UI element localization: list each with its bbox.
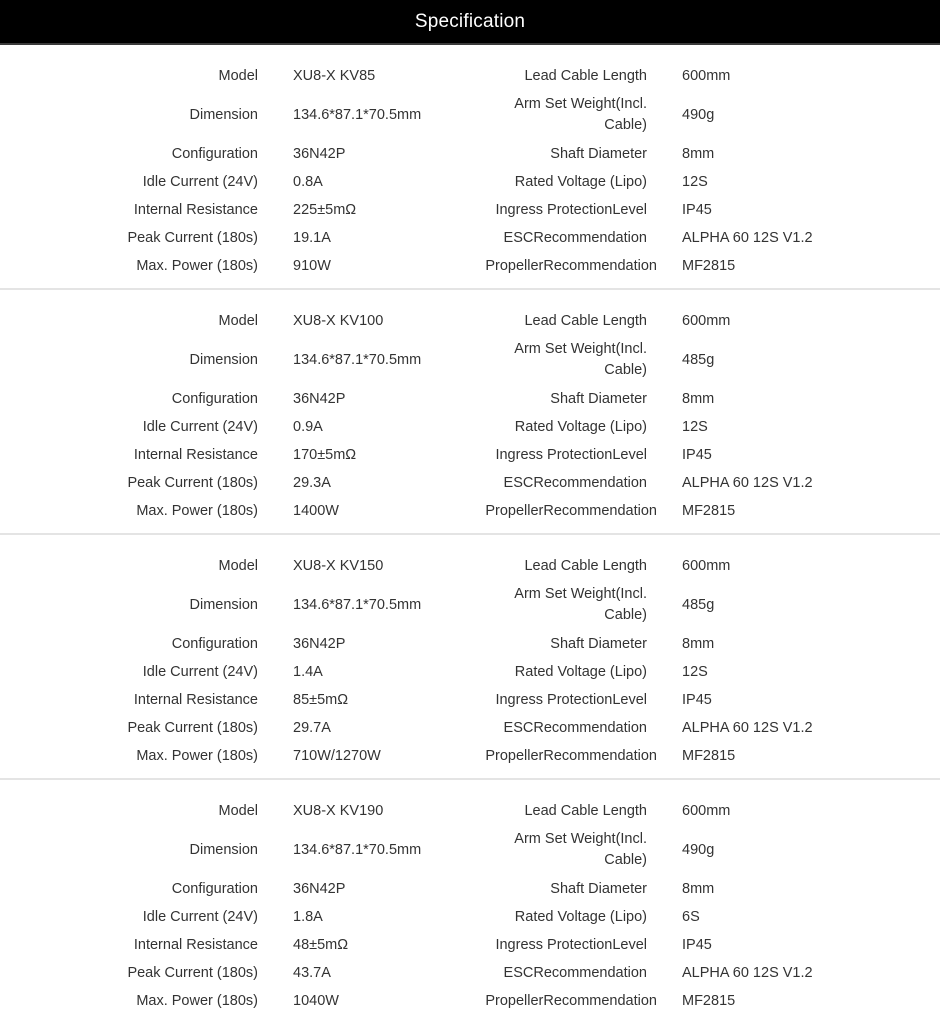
model-spec-section bbox=[0, 780, 940, 1023]
spec-row bbox=[0, 335, 940, 385]
label-dimension: Dimension bbox=[189, 106, 258, 123]
value-esc-recommendation: ALPHA 60 12S V1.2 bbox=[682, 719, 813, 736]
label-shaft-diameter: Shaft Diameter bbox=[550, 635, 647, 652]
label-lead-cable-length: Lead Cable Length bbox=[524, 802, 647, 819]
label-peak-current: Peak Current (180s) bbox=[127, 964, 258, 981]
value-rated-voltage: 12S bbox=[682, 663, 708, 680]
spec-row bbox=[0, 630, 940, 658]
spec-row bbox=[0, 224, 940, 252]
value-ingress-protection: IP45 bbox=[682, 691, 712, 708]
spec-row bbox=[0, 552, 940, 580]
spec-row bbox=[0, 413, 940, 441]
label-rated-voltage: Rated Voltage (Lipo) bbox=[514, 173, 647, 190]
label-dimension: Dimension bbox=[189, 841, 258, 858]
value-ingress-protection: IP45 bbox=[682, 446, 712, 463]
value-shaft-diameter: 8mm bbox=[682, 145, 715, 162]
label-internal-resistance: Internal Resistance bbox=[133, 936, 258, 953]
spec-table bbox=[0, 552, 940, 770]
page-title: Specification bbox=[414, 10, 526, 32]
value-propeller-recommendation: MF2815 bbox=[682, 257, 736, 274]
value-internal-resistance: 225±5mΩ bbox=[293, 201, 357, 218]
label-configuration: Configuration bbox=[171, 880, 258, 897]
label-shaft-diameter: Shaft Diameter bbox=[550, 880, 647, 897]
model-spec-section bbox=[0, 45, 940, 290]
value-lead-cable-length: 600mm bbox=[682, 557, 731, 574]
value-max-power: 710W/1270W bbox=[293, 747, 381, 764]
label-max-power: Max. Power (180s) bbox=[136, 502, 258, 519]
spec-row bbox=[0, 987, 940, 1015]
label-shaft-diameter: Shaft Diameter bbox=[550, 145, 647, 162]
value-max-power: 1040W bbox=[293, 992, 339, 1009]
value-rated-voltage: 12S bbox=[682, 173, 708, 190]
value-esc-recommendation: ALPHA 60 12S V1.2 bbox=[682, 964, 813, 981]
value-propeller-recommendation: MF2815 bbox=[682, 747, 736, 764]
label-internal-resistance: Internal Resistance bbox=[133, 201, 258, 218]
spec-row bbox=[0, 903, 940, 931]
spec-row bbox=[0, 658, 940, 686]
label-rated-voltage: Rated Voltage (Lipo) bbox=[514, 418, 647, 435]
label-dimension: Dimension bbox=[189, 351, 258, 368]
spec-table bbox=[0, 62, 940, 280]
spec-table bbox=[0, 797, 940, 1015]
value-esc-recommendation: ALPHA 60 12S V1.2 bbox=[682, 229, 813, 246]
value-lead-cable-length: 600mm bbox=[682, 312, 731, 329]
spec-row bbox=[0, 714, 940, 742]
label-arm-set-weight: Arm Set Weight(Incl. Cable) bbox=[514, 831, 647, 868]
label-configuration: Configuration bbox=[171, 635, 258, 652]
spec-row bbox=[0, 62, 940, 90]
label-ingress-protection: Ingress ProtectionLevel bbox=[495, 691, 647, 708]
spec-row bbox=[0, 90, 940, 140]
value-configuration: 36N42P bbox=[293, 390, 346, 407]
spec-row bbox=[0, 875, 940, 903]
value-rated-voltage: 6S bbox=[682, 908, 700, 925]
value-arm-set-weight: 485g bbox=[682, 596, 715, 613]
value-ingress-protection: IP45 bbox=[682, 936, 712, 953]
value-model: XU8-X KV85 bbox=[293, 67, 376, 84]
spec-sections bbox=[0, 45, 940, 1023]
value-idle-current: 0.9A bbox=[293, 418, 323, 435]
label-ingress-protection: Ingress ProtectionLevel bbox=[495, 446, 647, 463]
value-arm-set-weight: 485g bbox=[682, 351, 715, 368]
spec-row bbox=[0, 252, 940, 280]
spec-header bbox=[0, 0, 940, 45]
label-arm-set-weight: Arm Set Weight(Incl. Cable) bbox=[514, 341, 647, 378]
value-idle-current: 0.8A bbox=[293, 173, 323, 190]
spec-table bbox=[0, 307, 940, 525]
label-esc-recommendation: ESCRecommendation bbox=[503, 964, 647, 981]
value-idle-current: 1.8A bbox=[293, 908, 323, 925]
label-arm-set-weight: Arm Set Weight(Incl. Cable) bbox=[514, 586, 647, 623]
value-propeller-recommendation: MF2815 bbox=[682, 992, 736, 1009]
value-peak-current: 19.1A bbox=[293, 229, 331, 246]
label-model: Model bbox=[218, 802, 258, 819]
value-max-power: 910W bbox=[293, 257, 331, 274]
spec-row bbox=[0, 441, 940, 469]
value-dimension: 134.6*87.1*70.5mm bbox=[293, 841, 422, 858]
value-ingress-protection: IP45 bbox=[682, 201, 712, 218]
label-idle-current: Idle Current (24V) bbox=[142, 173, 258, 190]
value-arm-set-weight: 490g bbox=[682, 106, 715, 123]
label-rated-voltage: Rated Voltage (Lipo) bbox=[514, 908, 647, 925]
label-max-power: Max. Power (180s) bbox=[136, 747, 258, 764]
label-idle-current: Idle Current (24V) bbox=[142, 908, 258, 925]
value-shaft-diameter: 8mm bbox=[682, 390, 715, 407]
spec-row bbox=[0, 497, 940, 525]
label-max-power: Max. Power (180s) bbox=[136, 257, 258, 274]
spec-row bbox=[0, 168, 940, 196]
value-dimension: 134.6*87.1*70.5mm bbox=[293, 596, 422, 613]
label-esc-recommendation: ESCRecommendation bbox=[503, 719, 647, 736]
label-dimension: Dimension bbox=[189, 596, 258, 613]
label-propeller-recommendation: PropellerRecommendation bbox=[485, 502, 657, 519]
value-max-power: 1400W bbox=[293, 502, 339, 519]
label-idle-current: Idle Current (24V) bbox=[142, 663, 258, 680]
label-configuration: Configuration bbox=[171, 390, 258, 407]
model-spec-section bbox=[0, 535, 940, 780]
label-rated-voltage: Rated Voltage (Lipo) bbox=[514, 663, 647, 680]
spec-row bbox=[0, 931, 940, 959]
spec-row bbox=[0, 686, 940, 714]
value-esc-recommendation: ALPHA 60 12S V1.2 bbox=[682, 474, 813, 491]
value-internal-resistance: 48±5mΩ bbox=[293, 936, 349, 953]
label-peak-current: Peak Current (180s) bbox=[127, 474, 258, 491]
spec-row bbox=[0, 580, 940, 630]
label-peak-current: Peak Current (180s) bbox=[127, 229, 258, 246]
spec-row bbox=[0, 797, 940, 825]
label-idle-current: Idle Current (24V) bbox=[142, 418, 258, 435]
spec-row bbox=[0, 825, 940, 875]
label-internal-resistance: Internal Resistance bbox=[133, 691, 258, 708]
label-model: Model bbox=[218, 557, 258, 574]
value-configuration: 36N42P bbox=[293, 880, 346, 897]
spec-row bbox=[0, 469, 940, 497]
label-ingress-protection: Ingress ProtectionLevel bbox=[495, 936, 647, 953]
spec-row bbox=[0, 307, 940, 335]
label-propeller-recommendation: PropellerRecommendation bbox=[485, 747, 657, 764]
spec-row bbox=[0, 196, 940, 224]
value-idle-current: 1.4A bbox=[293, 663, 323, 680]
label-esc-recommendation: ESCRecommendation bbox=[503, 474, 647, 491]
value-internal-resistance: 85±5mΩ bbox=[293, 691, 349, 708]
value-peak-current: 29.3A bbox=[293, 474, 331, 491]
label-model: Model bbox=[218, 67, 258, 84]
label-propeller-recommendation: PropellerRecommendation bbox=[485, 992, 657, 1009]
label-arm-set-weight: Arm Set Weight(Incl. Cable) bbox=[514, 96, 647, 133]
label-propeller-recommendation: PropellerRecommendation bbox=[485, 257, 657, 274]
value-shaft-diameter: 8mm bbox=[682, 635, 715, 652]
spec-row bbox=[0, 959, 940, 987]
label-shaft-diameter: Shaft Diameter bbox=[550, 390, 647, 407]
label-lead-cable-length: Lead Cable Length bbox=[524, 557, 647, 574]
value-dimension: 134.6*87.1*70.5mm bbox=[293, 351, 422, 368]
value-arm-set-weight: 490g bbox=[682, 841, 715, 858]
value-peak-current: 29.7A bbox=[293, 719, 331, 736]
label-peak-current: Peak Current (180s) bbox=[127, 719, 258, 736]
spec-row bbox=[0, 385, 940, 413]
label-max-power: Max. Power (180s) bbox=[136, 992, 258, 1009]
model-spec-section bbox=[0, 290, 940, 535]
label-model: Model bbox=[218, 312, 258, 329]
value-lead-cable-length: 600mm bbox=[682, 802, 731, 819]
value-model: XU8-X KV100 bbox=[293, 312, 384, 329]
label-ingress-protection: Ingress ProtectionLevel bbox=[495, 201, 647, 218]
value-shaft-diameter: 8mm bbox=[682, 880, 715, 897]
value-model: XU8-X KV150 bbox=[293, 557, 384, 574]
label-lead-cable-length: Lead Cable Length bbox=[524, 312, 647, 329]
value-lead-cable-length: 600mm bbox=[682, 67, 731, 84]
value-rated-voltage: 12S bbox=[682, 418, 708, 435]
label-configuration: Configuration bbox=[171, 145, 258, 162]
spec-row bbox=[0, 742, 940, 770]
value-propeller-recommendation: MF2815 bbox=[682, 502, 736, 519]
label-internal-resistance: Internal Resistance bbox=[133, 446, 258, 463]
value-dimension: 134.6*87.1*70.5mm bbox=[293, 106, 422, 123]
spec-row bbox=[0, 140, 940, 168]
value-peak-current: 43.7A bbox=[293, 964, 331, 981]
value-configuration: 36N42P bbox=[293, 635, 346, 652]
value-internal-resistance: 170±5mΩ bbox=[293, 446, 357, 463]
value-model: XU8-X KV190 bbox=[293, 802, 384, 819]
label-lead-cable-length: Lead Cable Length bbox=[524, 67, 647, 84]
value-configuration: 36N42P bbox=[293, 145, 346, 162]
label-esc-recommendation: ESCRecommendation bbox=[503, 229, 647, 246]
